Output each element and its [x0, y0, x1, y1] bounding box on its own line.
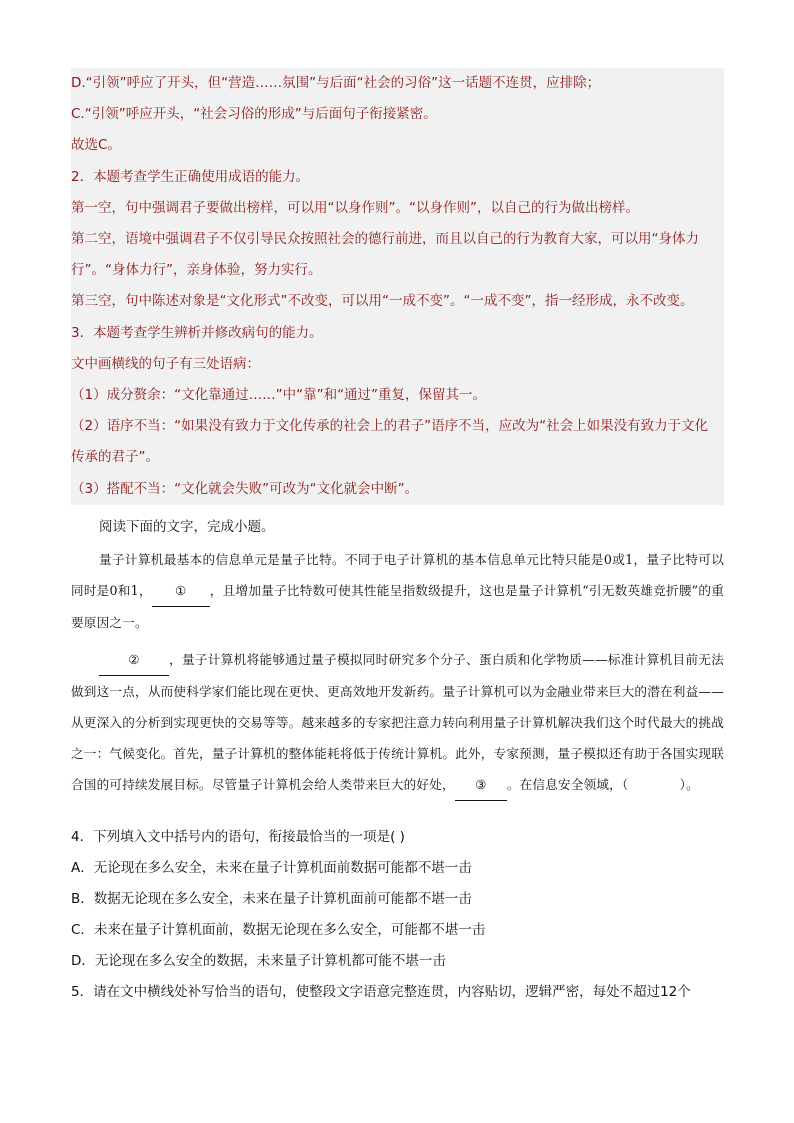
answer-line: （2）语序不当：“如果没有致力于文化传承的社会上的君子”语序不当，应改为“社会上如果没有致力于文化: [71, 418, 709, 435]
answer-line: D.“引领”呼应了开头，但“营造……氛围”与后面“社会的习俗”这一话题不连贯，应排除；: [71, 75, 601, 91]
option-c: C．未来在量子计算机面前，数据无论现在多么安全，可能都不堪一击: [71, 922, 486, 938]
question-4: 4．下列填入文中括号内的语句，衔接最恰当的一项是( ): [71, 829, 405, 845]
passage-intro: 阅读下面的文字，完成小题。: [99, 519, 275, 535]
paragraph-text: ，且增加量子比特数可使其性能呈指数级提升，这也是量子计算机“引无数英雄竞折腰”的重要原因之一。: [71, 583, 724, 630]
answer-line: 3．本题考查学生辨析并修改病句的能力。: [71, 324, 323, 341]
answer-line: 文中画横线的句子有三处语病：: [71, 355, 260, 372]
answer-line: C.“引领”呼应开头，“社会习俗的形成”与后面句子衔接紧密。: [71, 106, 437, 123]
answer-explanation-block: [71, 68, 724, 505]
question-5: 5．请在文中横线处补写恰当的语句，使整段文字语意完整连贯，内容贴切，逻辑严密，每处不超过12个: [71, 984, 691, 1000]
answer-line: 传承的君子”。: [71, 449, 159, 466]
answer-line: 2．本题考查学生正确使用成语的能力。: [71, 168, 310, 185]
answer-line: 第一空，句中强调君子要做出榜样，可以用“以身作则”。“以身作则”，以自己的行为做出榜样。: [71, 199, 639, 216]
answer-line: 第三空，句中陈述对象是“文化形式”不改变，可以用“一成不变”。“一成不变”，指一经形成，永不改变。: [71, 293, 694, 310]
option-a: A．无论现在多么安全，未来在量子计算机面前数据可能都不堪一击: [71, 860, 472, 876]
paragraph-text: ，量子计算机将能够通过量子模拟同时研究多个分子、蛋白质和化学物质——标准计算机目前无法做到这一点，从而使科学家们能比现在更快、更高效地开发新药。量子计算机可以为金融业带来巨大的潜在利益——从更深入的分析到实现更快的交易等等。越来越多的专家把注意力转向利用量子计算机解决我们这个时代最大的挑战之一：气候变化。首先，量子计算机的整体能耗将低于传统计算机。此外，专家预测，量子模拟还有助于各国实现联合国的可持续发展目标。尽管量子计算机会给人类带来巨大的好处，: [71, 652, 724, 792]
blank-2: ②: [99, 644, 169, 676]
option-d: D．无论现在多么安全的数据，未来量子计算机都可能不堪一击: [71, 953, 446, 969]
answer-line: （3）搭配不当：“文化就会失败”可改为“文化就会中断”。: [71, 480, 419, 497]
option-b: B．数据无论现在多么安全，未来在量子计算机面前可能都不堪一击: [71, 891, 472, 907]
paragraph-text: 量子计算机最基本的信息单元是量子比特。不同于电子计算机的基本信息单元比特只能是0或1，量子比特可以同时是0和1，: [71, 552, 724, 598]
answer-line: 第二空，语境中强调君子不仅引导民众按照社会的德行前进，而且以自己的行为教育大家，可以用“身体力: [71, 231, 699, 248]
questions-block: [71, 822, 731, 1008]
passage-paragraph-1: [71, 544, 724, 638]
answer-line: （1）成分赘余：“文化靠通过……”中“靠”和“通过”重复，保留其一。: [71, 387, 487, 404]
blank-3: ③: [455, 769, 507, 801]
answer-line: 行”。“身体力行”，亲身体验，努力实行。: [71, 262, 322, 279]
passage-paragraph-2: [71, 644, 724, 801]
paragraph-text: 。在信息安全领域，（ ）。: [506, 777, 699, 792]
blank-1: ①: [152, 575, 210, 607]
answer-line: 故选C。: [71, 137, 121, 154]
reading-passage: [71, 512, 724, 801]
